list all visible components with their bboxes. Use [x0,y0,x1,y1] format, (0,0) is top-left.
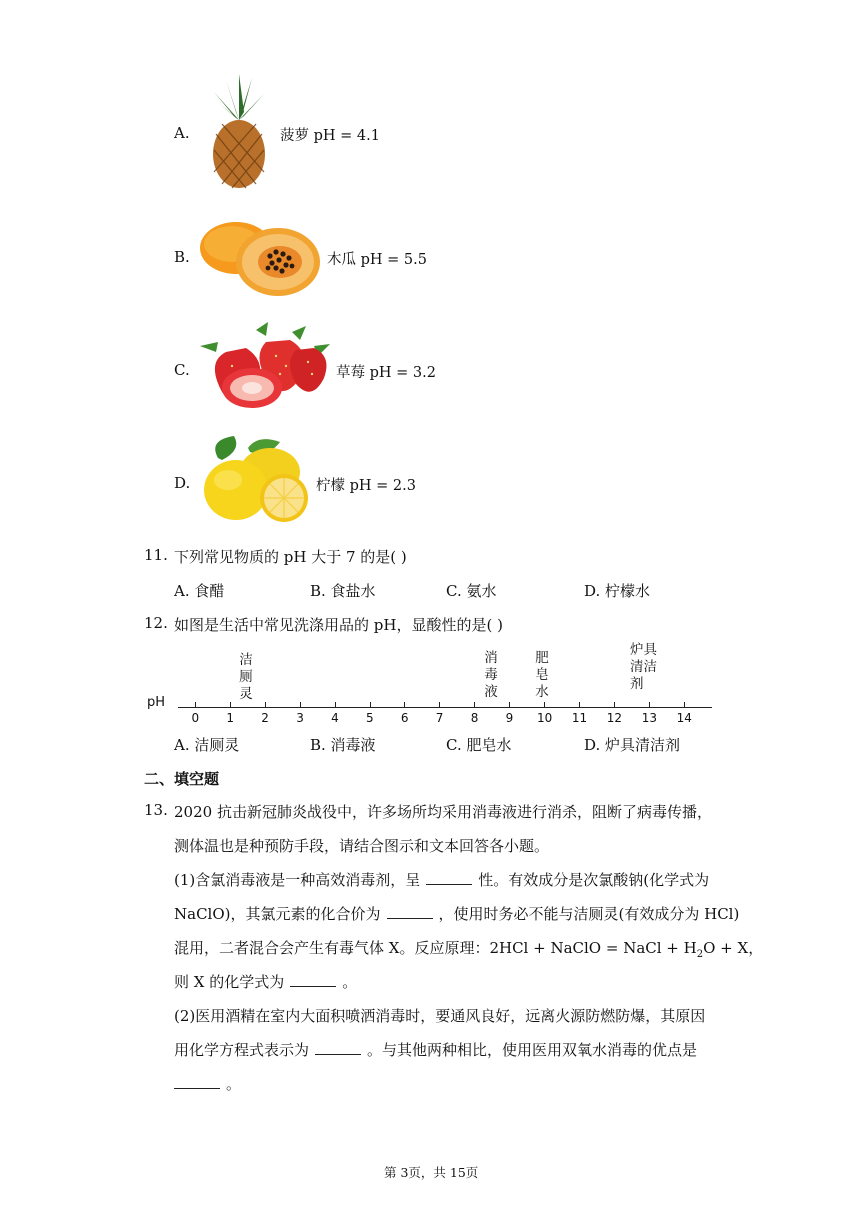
ph-tick-label: 6 [400,711,409,725]
ph-tick-label: 12 [606,711,623,725]
text-segment: 用化学方程式表示为 [174,1041,310,1059]
answer-blank[interactable] [387,917,433,919]
text-segment: 性。有效成分是次氯酸钠(化学式为 [478,871,710,889]
ph-tick-mark [230,702,231,707]
ph-tick-mark [300,702,301,707]
ph-tick-label: 7 [435,711,444,725]
q13-intro-line-2: 测体温也是种预防手段，请结合图示和文本回答各小题。 [174,837,550,855]
ph-tick-mark [474,702,475,707]
product-feizaoshui [534,650,550,701]
choice-c: C. 肥皂水 [446,736,512,754]
product-char: 洁 [239,652,253,668]
ph-tick-label: 3 [296,711,304,725]
q13-part1-line-2 [174,903,739,924]
answer-blank[interactable] [315,1053,361,1055]
ph-tick-mark [335,702,336,707]
q13-part1-line-1 [174,869,709,890]
ph-tick-label: 8 [470,711,479,725]
section-title: 二、填空题 [144,770,220,788]
ph-tick-label: 0 [191,711,200,725]
option-label: 草莓 pH = 3.2 [336,365,436,381]
ph-tick-mark [370,702,371,707]
lemon-image [198,432,314,526]
ph-axis-line [178,707,712,708]
answer-blank[interactable] [426,883,472,885]
product-char: 肥 [535,650,549,666]
q13-part2-line-3 [174,1073,241,1094]
text-segment: ，使用时务必不能与洁厕灵(有效成分为 HCl) [438,905,740,923]
ph-tick-label: 11 [571,711,588,725]
choice-d: D. 炉具清洁剂 [584,736,681,754]
ph-tick-label: 5 [366,711,374,725]
question-stem: 下列常见物质的 pH 大于 7 的是( ) [174,548,407,566]
product-char: 水 [535,684,549,700]
ph-tick-mark [544,702,545,707]
text-segment: 则 X 的化学式为 [174,973,285,991]
text-segment: O + X， [703,939,764,957]
text-segment: 。 [342,973,358,991]
product-char: 液 [484,684,498,700]
subscript: 2 [696,949,704,960]
question-number: 11. [144,546,168,564]
ph-tick-mark [614,702,615,707]
q13-part1-line-3 [174,937,763,960]
text-segment: (1)含氯消毒液是一种高效消毒剂，呈 [174,871,421,889]
question-number: 13. [144,801,168,819]
ph-tick-mark [195,702,196,707]
question-number: 12. [144,614,168,632]
ph-tick-label: 9 [505,711,514,725]
choice-a: A. 食醋 [174,582,225,600]
text-segment: 。 [226,1075,242,1093]
product-char: 灵 [239,686,253,702]
ph-tick-label: 13 [641,711,657,725]
q13-part2-line-2 [174,1039,697,1060]
ph-tick-label: 2 [261,711,269,725]
ph-tick-label: 14 [676,711,692,725]
ph-tick-mark [649,702,650,707]
ph-tick-mark [684,702,685,707]
product-luju-qingjieji [630,642,664,693]
option-label: 木瓜 pH = 5.5 [327,252,427,268]
product-jiecelin [238,652,254,703]
option-letter: D. [174,474,191,492]
product-line: 炉具 [630,642,657,658]
text-segment: 。与其他两种相比，使用医用双氧水消毒的优点是 [367,1041,698,1059]
product-xiaoduye [483,650,499,701]
ph-tick-mark [509,702,510,707]
product-char: 消 [484,650,498,666]
ph-tick-mark [579,702,580,707]
option-label: 柠檬 pH = 2.3 [316,478,416,494]
ph-tick-mark [439,702,440,707]
choice-d: D. 柠檬水 [584,582,651,600]
option-label: 菠萝 pH = 4.1 [280,128,380,144]
strawberry-image [196,322,334,414]
product-line: 清洁 [630,659,657,675]
question-stem: 如图是生活中常见洗涤用品的 pH，显酸性的是( ) [174,616,503,634]
ph-tick-label: 10 [537,711,553,725]
ph-tick-label: 4 [331,711,339,725]
text-segment: NaClO)，其氯元素的化合价为 [174,905,381,923]
pineapple-image [206,72,272,190]
text-segment: 混用，二者混合会产生有毒气体 X。反应原理：2HCl + NaClO = NaCl + H [174,939,697,957]
q13-part1-line-4 [174,971,357,992]
choice-b: B. 食盐水 [310,582,376,600]
product-char: 毒 [484,667,498,683]
answer-blank[interactable] [174,1087,220,1089]
answer-blank[interactable] [290,985,336,987]
q13-part2-line-1: (2)医用酒精在室内大面积喷洒消毒时，要通风良好，远离火源防燃防爆，其原因 [174,1007,706,1025]
choice-a: A. 洁厕灵 [174,736,240,754]
choice-b: B. 消毒液 [310,736,376,754]
option-letter: A. [174,124,190,142]
ph-axis-label: pH [147,695,166,710]
choice-c: C. 氨水 [446,582,497,600]
q13-intro-line-1: 2020 抗击新冠肺炎战役中，许多场所均采用消毒液进行消杀，阻断了病毒传播， [174,803,712,821]
ph-tick-mark [265,702,266,707]
page-footer: 第 3页，共 15页 [384,1165,479,1180]
product-char: 皂 [535,667,549,683]
papaya-image [196,208,326,304]
option-letter: B. [174,248,190,266]
ph-tick-mark [404,702,405,707]
option-letter: C. [174,361,190,379]
product-char: 厕 [239,669,253,685]
product-line: 剂 [630,676,644,692]
ph-tick-label: 1 [226,711,235,725]
